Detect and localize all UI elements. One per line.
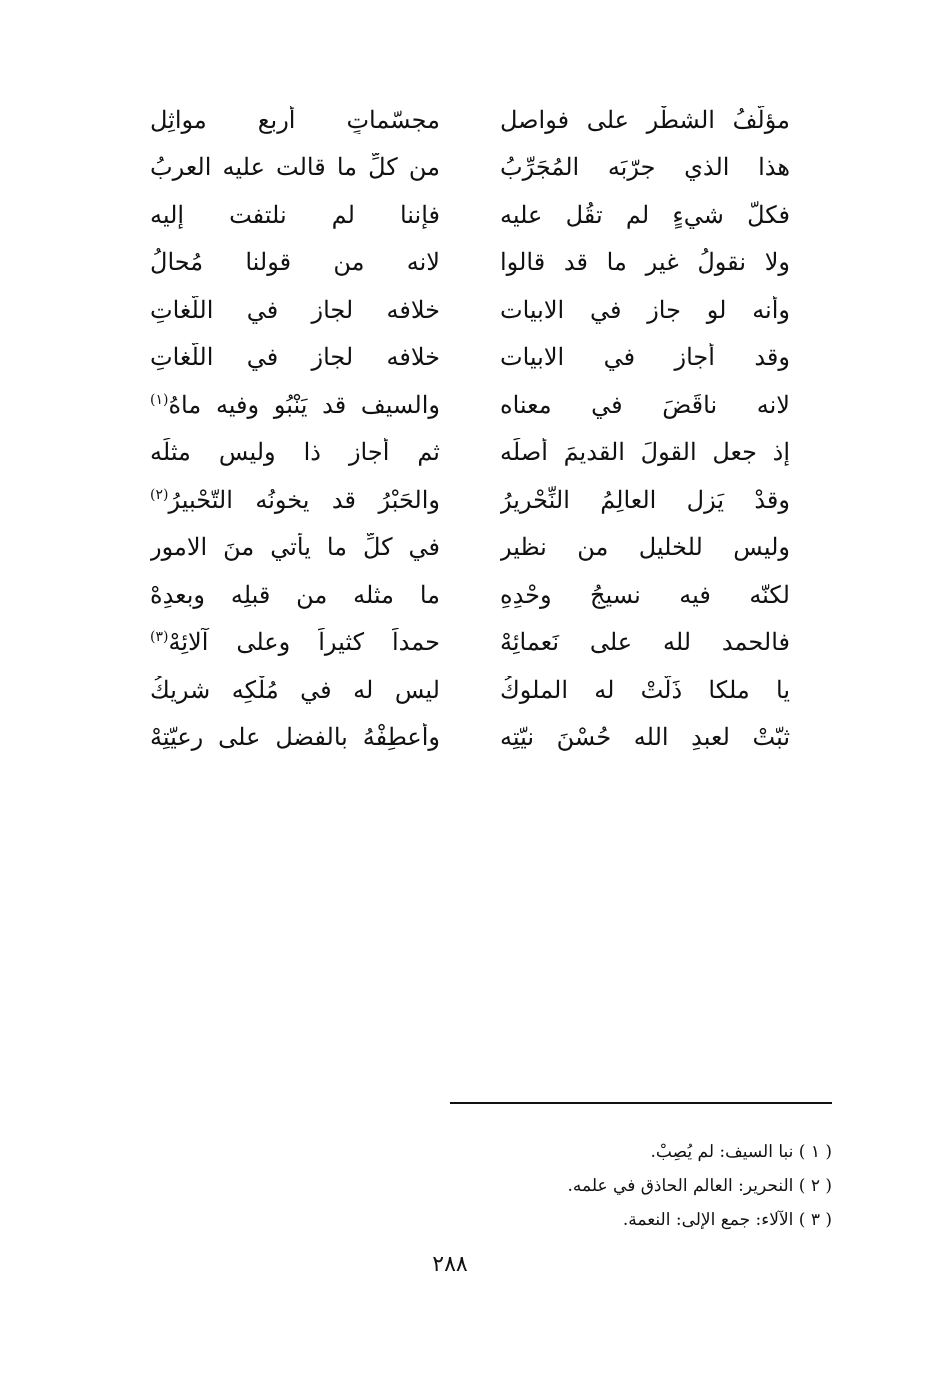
- verse: [150, 334, 790, 382]
- hemistich-text: خلافه لجاز في اللّغاتِ: [150, 343, 440, 372]
- hemistich-text: والحَبْرُ قد يخونُه التّحْبيرُ: [168, 485, 440, 514]
- first-hemistich: فكلُّ شيءٍ لم تقُل عليه: [500, 200, 790, 229]
- footnotes: [450, 1135, 832, 1237]
- verse: [150, 524, 790, 572]
- hemistich-text: من كلِّ ما قالت عليه العربُ: [150, 153, 440, 182]
- page-number: ٢٨٨: [432, 1252, 468, 1277]
- hemistich-text: والسيف قد يَنْبُو وفيه ماهُ: [168, 390, 440, 419]
- verse: [150, 429, 790, 477]
- hemistich-text: فإننا لم نلتفت إليه: [150, 200, 440, 229]
- hemistich-text: ليس له في مُلْكِه شريكُ: [150, 675, 440, 704]
- poem: [150, 96, 790, 761]
- first-hemistich: وقدْ يَزِل العالِمُ النِّحْريرُ: [500, 485, 790, 514]
- second-hemistich: [150, 201, 440, 229]
- hemistich-text: حمداً كثيراً وعلى آلائِهْ: [168, 628, 440, 657]
- first-hemistich: لانه ناقَضَ في معناه: [500, 390, 790, 419]
- second-hemistich: [150, 296, 440, 324]
- second-hemistich: [150, 533, 440, 561]
- first-hemistich: وقد أجاز في الابيات: [500, 343, 790, 372]
- hemistich-text: في كلِّ ما يأتي منَ الامورِ: [150, 533, 440, 562]
- second-hemistich: [150, 438, 440, 466]
- second-hemistich: [150, 106, 440, 134]
- verse: [150, 96, 790, 144]
- second-hemistich: [150, 391, 440, 419]
- second-hemistich: [150, 248, 440, 276]
- second-hemistich: [150, 153, 440, 181]
- second-hemistich: [150, 486, 440, 514]
- footnote-separator: [450, 1102, 832, 1104]
- verse: [150, 476, 790, 524]
- second-hemistich: [150, 581, 440, 609]
- hemistich-text: لانه من قولنا مُحالُ: [150, 248, 440, 277]
- first-hemistich: مؤلّفُ الشطْرِ على فواصلِ: [500, 105, 790, 134]
- hemistich-text: مجسّماتٍ أربعٍ مواثِلِ: [150, 105, 440, 134]
- first-hemistich: يا ملكا ذَلّتْ له الملوكُ: [500, 675, 790, 704]
- first-hemistich: ولا نقولُ غير ما قد قالوا: [500, 248, 790, 277]
- verse: [150, 571, 790, 619]
- first-hemistich: ثبّتْ لعبدِ الله حُسْنَ نيّتِه: [500, 723, 790, 752]
- verse: [150, 239, 790, 287]
- verse: [150, 381, 790, 429]
- hemistich-text: ما مثله من قبلِه وبعدِهْ: [150, 580, 440, 609]
- hemistich-text: ثم أجاز ذا وليس مثلَه: [150, 438, 440, 467]
- verse: [150, 619, 790, 667]
- second-hemistich: [150, 628, 440, 656]
- first-hemistich: هذا الذي جرّبَه المُجَرِّبُ: [500, 153, 790, 182]
- first-hemistich: وليس للخليل من نظيرِ: [500, 533, 790, 562]
- footnote: ( ٣ ) الآلاء: جمع الإلى: النعمة.: [622, 1210, 832, 1230]
- verse: [150, 666, 790, 714]
- first-hemistich: لكنّه فيه نسيجُ وحْدِهِ: [500, 580, 790, 609]
- second-hemistich: [150, 676, 440, 704]
- footnote-ref: (٣): [150, 629, 169, 646]
- footnote-ref: (٢): [150, 486, 169, 503]
- verse: [150, 144, 790, 192]
- hemistich-text: وأعطِفْهُ بالفضلِ على رعيّتِهْ: [150, 723, 440, 752]
- footnote: ( ٢ ) النحرير: العالم الحاذق في علمه.: [567, 1176, 832, 1196]
- verse: [150, 191, 790, 239]
- second-hemistich: [150, 343, 440, 371]
- first-hemistich: إذ جعل القولَ القديمَ أصلَه: [500, 438, 790, 467]
- footnote: ( ١ ) نبا السيف: لم يُصِبْ.: [650, 1142, 832, 1162]
- first-hemistich: فالحمد لله على نَعمائِهْ: [500, 628, 790, 657]
- verse: [150, 714, 790, 762]
- second-hemistich: [150, 723, 440, 751]
- hemistich-text: خلافه لجاز في اللّغاتِ: [150, 295, 440, 324]
- first-hemistich: وأنه لو جاز في الابيات: [500, 295, 790, 324]
- verse: [150, 286, 790, 334]
- footnote-ref: (١): [150, 391, 169, 408]
